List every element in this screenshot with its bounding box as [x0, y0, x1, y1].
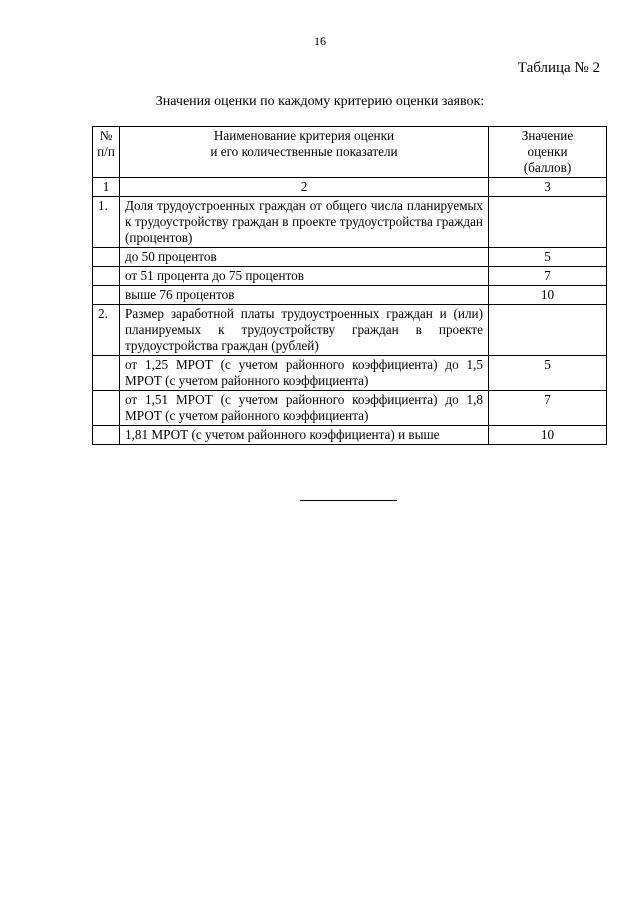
- score-row: [93, 356, 607, 391]
- score-row: [93, 391, 607, 426]
- criterion-value-empty: [489, 305, 607, 356]
- header-value-line3: (баллов): [523, 160, 572, 175]
- number-cell-continuation: [93, 286, 120, 305]
- header-name-line2: и его количественные показатели: [210, 144, 398, 159]
- score-row: [93, 426, 607, 445]
- score-value: 5: [489, 356, 607, 391]
- score-value: 5: [489, 248, 607, 267]
- number-cell-continuation: [93, 248, 120, 267]
- criterion-value-empty: [489, 197, 607, 248]
- column-number: 1: [93, 178, 120, 197]
- score-value: 7: [489, 267, 607, 286]
- page-number: 16: [314, 34, 326, 48]
- header-name: [120, 127, 489, 178]
- score-label: от 1,51 МРОТ (с учетом районного коэффициента) до 1,8 МРОТ (с учетом районного коэффициента): [120, 391, 489, 426]
- criterion-name: Размер заработной платы трудоустроенных граждан и (или) планируемых к трудоустройству граждан в проекте трудоустройства граждан (рублей): [120, 305, 489, 356]
- criteria-table: [92, 126, 607, 445]
- header-name-line1: Наименование критерия оценки: [213, 128, 395, 143]
- criterion-row: [93, 197, 607, 248]
- score-row: [93, 267, 607, 286]
- column-number: 2: [120, 178, 489, 197]
- header-num: № п/п: [93, 127, 120, 178]
- number-cell-continuation: [93, 391, 120, 426]
- header-value: [489, 127, 607, 178]
- score-value: 7: [489, 391, 607, 426]
- table-label: Таблица № 2: [517, 60, 600, 76]
- column-number: 3: [489, 178, 607, 197]
- score-value: 10: [489, 426, 607, 445]
- number-cell-continuation: [93, 356, 120, 391]
- closing-rule: [300, 500, 397, 501]
- table-header-row: [93, 127, 607, 178]
- number-cell-continuation: [93, 426, 120, 445]
- criterion-name: Доля трудоустроенных граждан от общего числа планируемых к трудоустройству граждан в проекте трудоустройства граждан (процентов): [120, 197, 489, 248]
- header-value-line1: Значение: [521, 128, 574, 143]
- header-value-line2: оценки: [527, 144, 568, 159]
- score-label: от 1,25 МРОТ (с учетом районного коэффициента) до 1,5 МРОТ (с учетом районного коэффициента): [120, 356, 489, 391]
- score-row: [93, 286, 607, 305]
- score-label: от 51 процента до 75 процентов: [120, 267, 489, 286]
- document-title: Значения оценки по каждому критерию оценки заявок:: [155, 94, 485, 109]
- score-row: [93, 248, 607, 267]
- number-cell-continuation: [93, 267, 120, 286]
- score-value: 10: [489, 286, 607, 305]
- score-label: выше 76 процентов: [120, 286, 489, 305]
- column-number-row: [93, 178, 607, 197]
- score-label: 1,81 МРОТ (с учетом районного коэффициента) и выше: [120, 426, 489, 445]
- criterion-number: 1.: [93, 197, 120, 248]
- score-label: до 50 процентов: [120, 248, 489, 267]
- criterion-row: [93, 305, 607, 356]
- criterion-number: 2.: [93, 305, 120, 356]
